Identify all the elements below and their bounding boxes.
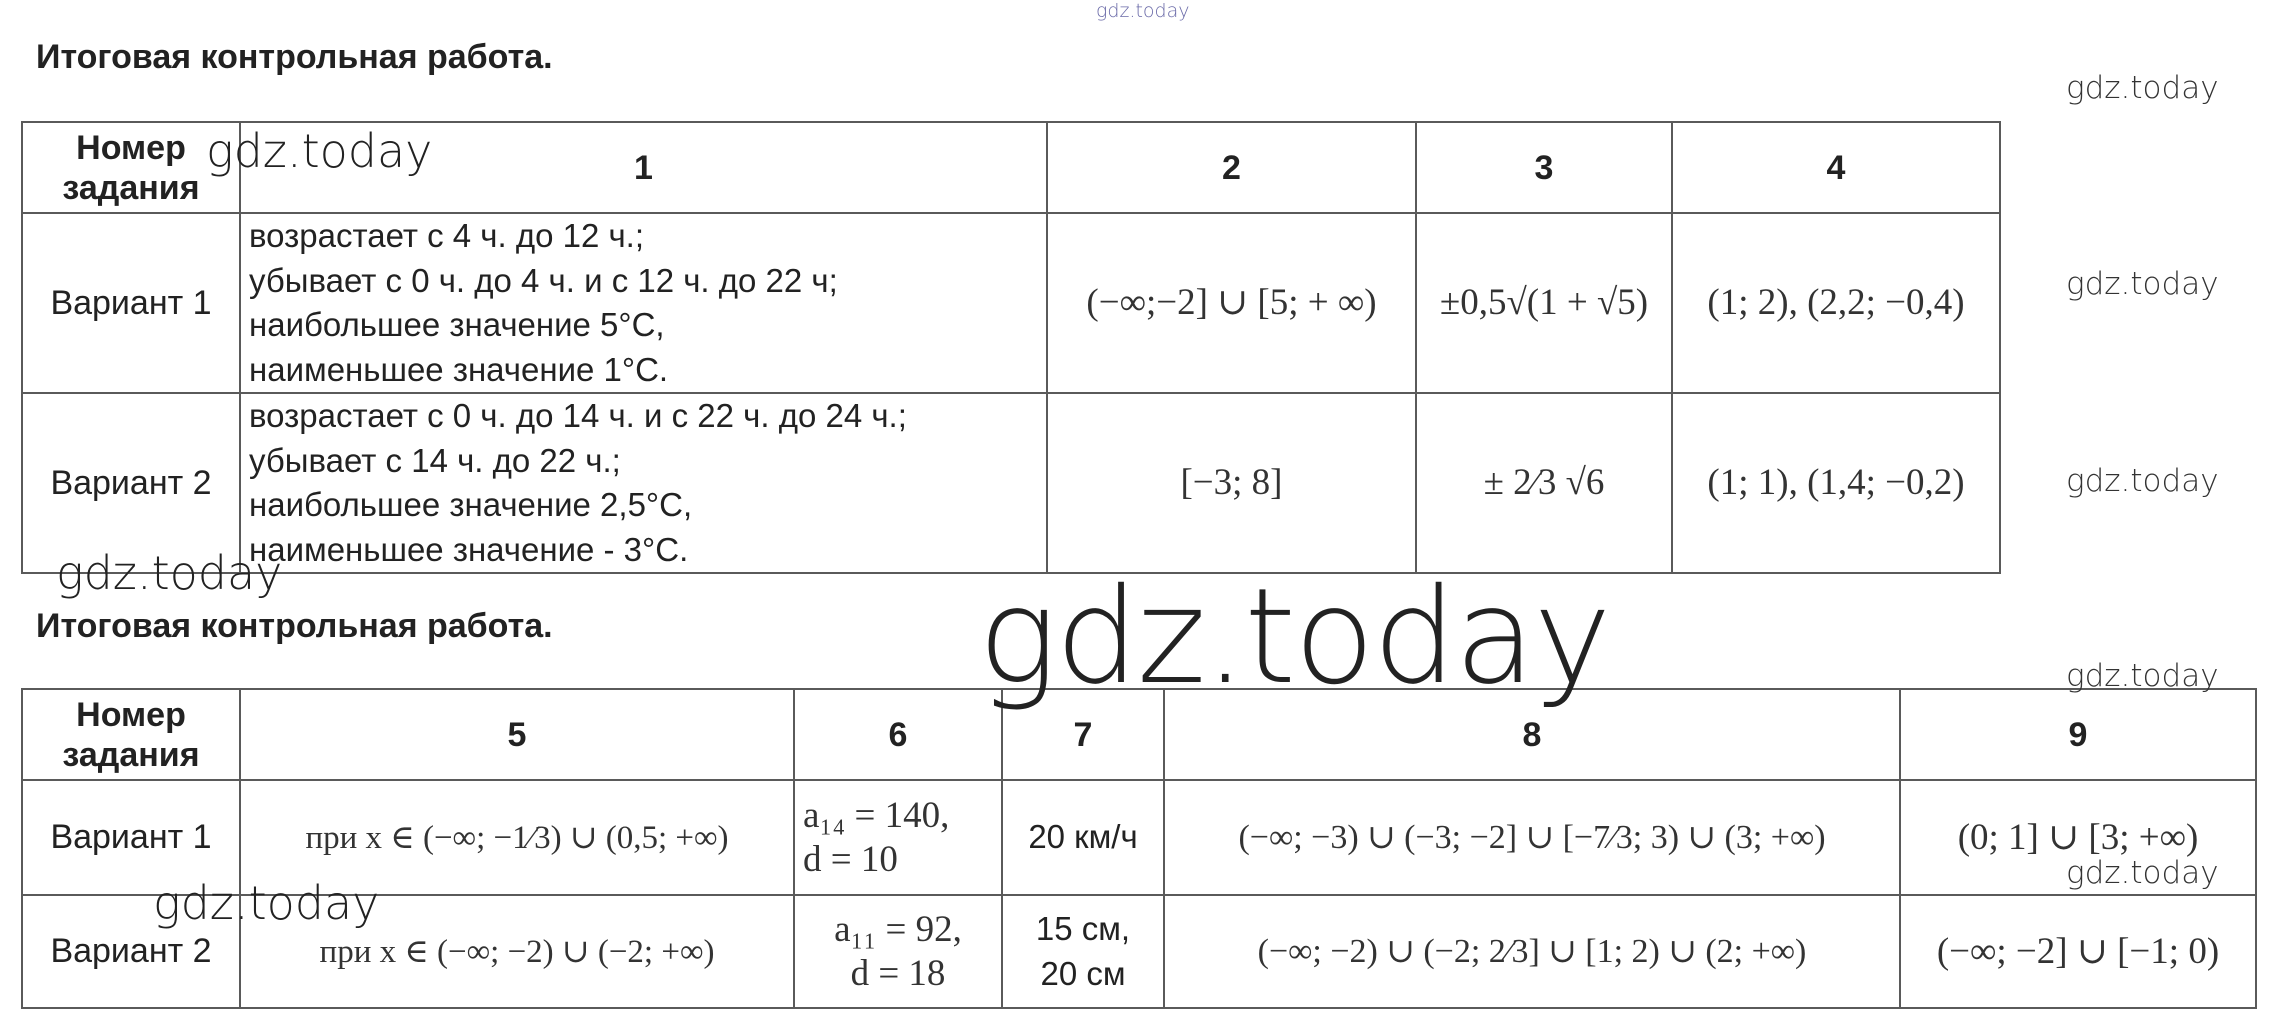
watermark: gdz.today <box>56 546 283 600</box>
answer-cell <box>794 780 1002 895</box>
section-2-title: Итоговая контрольная работа. <box>36 607 553 645</box>
answer-line: при x ∈ (−∞; −2) ∪ (−2; +∞) <box>319 933 715 970</box>
answer-line: наибольшее значение 5°C, <box>249 306 665 343</box>
task-3-header: 3 <box>1416 122 1672 213</box>
answer-cell <box>1416 213 1672 393</box>
answer-cell <box>1900 895 2256 1008</box>
answer-cell <box>1047 393 1416 573</box>
task-6-header: 6 <box>794 689 1002 780</box>
answer-line: убывает с 0 ч. до 4 ч. и с 12 ч. до 22 ч; <box>249 261 838 299</box>
variant-label: Вариант 1 <box>22 780 240 895</box>
answer-line: наибольшее значение 2,5°C, <box>249 486 693 523</box>
answer-cell <box>1002 780 1164 895</box>
answer-cell <box>240 213 1047 393</box>
task-2-header: 2 <box>1047 122 1416 213</box>
answer-cell <box>794 895 1002 1008</box>
answer-line: 20 км/ч <box>1028 818 1138 856</box>
table-row <box>22 213 2000 393</box>
answer-line: (1; 2), (2,2; −0,4) <box>1707 282 1965 323</box>
answer-line: d = 10 <box>803 838 898 880</box>
answer-line: a₁₁ = 92, <box>834 908 962 950</box>
answer-cell <box>1164 780 1900 895</box>
answer-line: ± 2⁄3 √6 <box>1483 462 1605 503</box>
table-row <box>22 393 2000 573</box>
task-8-header: 8 <box>1164 689 1900 780</box>
task-number-header: Номер задания <box>22 689 240 780</box>
answer-line: 15 см, <box>1035 910 1131 947</box>
variant-label: Вариант 2 <box>22 393 240 573</box>
watermark: gdz.today <box>978 560 1610 714</box>
answer-line: a₁₄ = 140, <box>803 794 950 836</box>
task-number-header: Номер задания <box>22 122 240 213</box>
answers-table-2 <box>21 688 2257 1009</box>
watermark: gdz.today <box>2066 855 2219 891</box>
answer-line: убывает с 14 ч. до 22 ч.; <box>249 441 621 479</box>
answer-cell <box>1416 393 1672 573</box>
answer-cell <box>1047 213 1416 393</box>
answer-line: возрастает с 4 ч. до 12 ч.; <box>249 217 645 254</box>
answer-line: при x ∈ (−∞; −1⁄3) ∪ (0,5; +∞) <box>305 819 729 856</box>
answer-line: (−∞; −2) ∪ (−2; 2⁄3] ∪ [1; 2) ∪ (2; +∞) <box>1257 932 1807 970</box>
answer-line: [−3; 8] <box>1180 462 1283 503</box>
answer-line: наименьшее значение 1°C. <box>249 350 669 388</box>
watermark: gdz.today <box>1096 0 1190 22</box>
watermark: gdz.today <box>2066 70 2219 106</box>
watermark: gdz.today <box>153 876 380 930</box>
task-4-header: 4 <box>1672 122 2000 213</box>
answer-line: (−∞; −2] ∪ [−1; 0) <box>1936 930 2220 972</box>
answer-line: (−∞; −3) ∪ (−3; −2] ∪ [−7⁄3; 3) ∪ (3; +∞) <box>1238 818 1826 856</box>
answer-line: возрастает с 0 ч. до 14 ч. и с 22 ч. до 24 ч.; <box>249 397 907 434</box>
answer-line: (1; 1), (1,4; −0,2) <box>1707 462 1965 503</box>
answer-cell <box>1164 895 1900 1008</box>
answers-table-1 <box>21 121 2001 574</box>
task-1-header: 1 <box>240 122 1047 213</box>
variant-label: Вариант 2 <box>22 895 240 1008</box>
watermark: gdz.today <box>206 124 433 178</box>
answer-cell <box>1002 895 1164 1008</box>
task-5-header: 5 <box>240 689 794 780</box>
watermark: gdz.today <box>2066 658 2219 694</box>
watermark: gdz.today <box>2066 463 2219 499</box>
answer-line: 20 см <box>1040 954 1126 992</box>
answer-line: d = 18 <box>850 952 946 994</box>
answer-line: (−∞;−2] ∪ [5; + ∞) <box>1086 282 1377 323</box>
answer-cell <box>1672 213 2000 393</box>
task-9-header: 9 <box>1900 689 2256 780</box>
watermark: gdz.today <box>2066 266 2219 302</box>
answer-line: наименьшее значение - 3°C. <box>249 530 689 568</box>
answer-line: ±0,5√(1 + √5) <box>1439 282 1649 323</box>
variant-label: Вариант 1 <box>22 213 240 393</box>
task-7-header: 7 <box>1002 689 1164 780</box>
answer-cell <box>1672 393 2000 573</box>
answer-cell <box>240 393 1047 573</box>
answer-line: (0; 1] ∪ [3; +∞) <box>1957 816 2199 858</box>
section-1-title: Итоговая контрольная работа. <box>36 38 553 76</box>
